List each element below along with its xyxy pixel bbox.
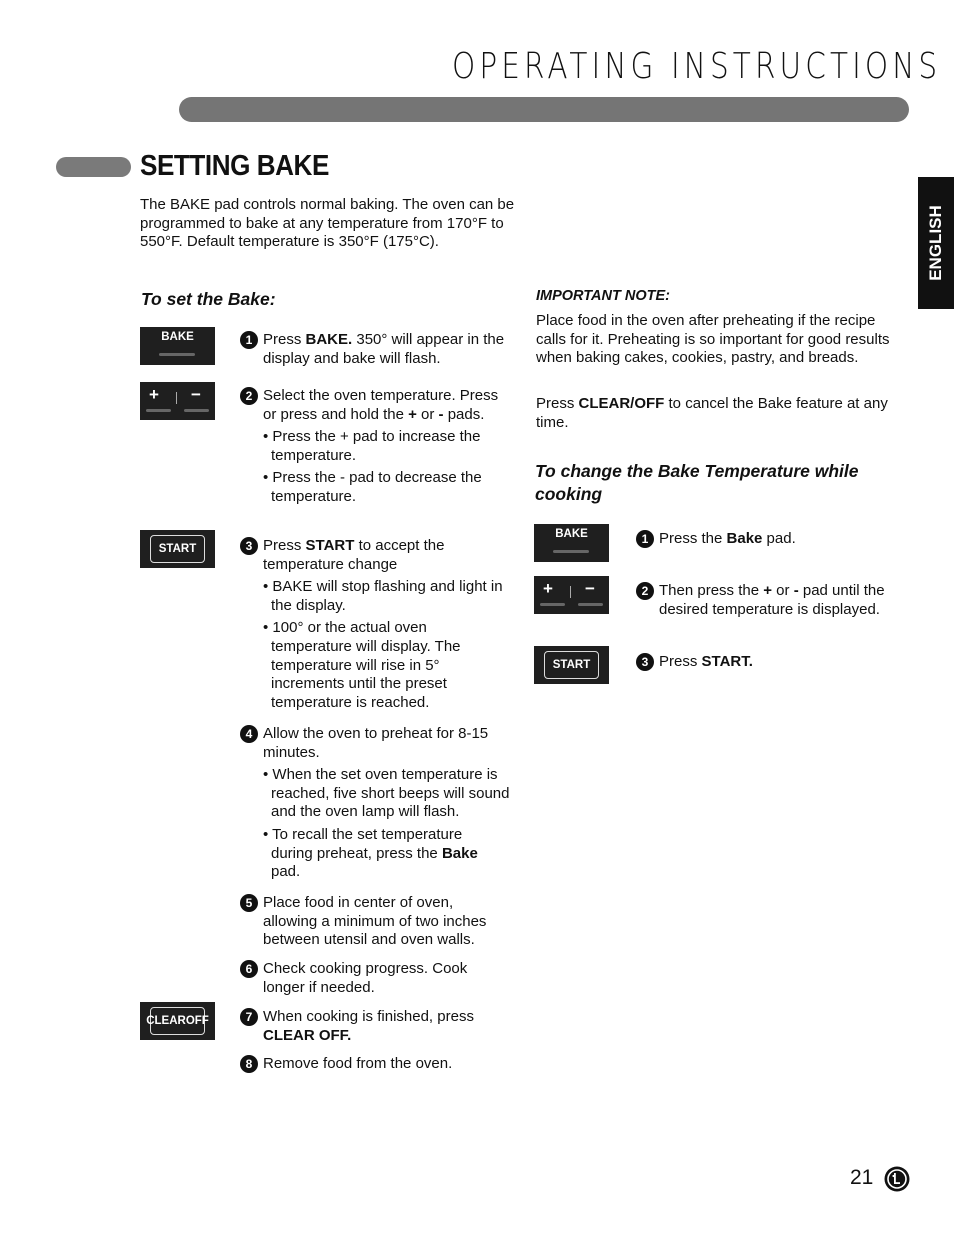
bake-key — [140, 327, 215, 365]
lg-logo-icon — [884, 1166, 910, 1197]
important-note-heading: IMPORTANT NOTE: — [536, 288, 670, 304]
set-step-6: 6 Check cooking progress. Cook longer if needed. — [240, 960, 510, 997]
change-temp-heading: To change the Bake Temperature while cooking — [535, 461, 859, 504]
set-step-1: 1 Press BAKE. 350° will appear in the display and bake will flash. — [240, 331, 510, 368]
clear-off-key — [140, 1002, 215, 1040]
set-bake-heading: To set the Bake: — [141, 289, 276, 309]
plus-icon: + — [149, 385, 159, 404]
plus-minus-key-2 — [534, 576, 609, 614]
set-step-7: 7 When cooking is finished, press CLEAR OFF. — [240, 1008, 510, 1045]
language-tab-label: ENGLISH — [926, 205, 945, 281]
page-number: 21 — [850, 1166, 874, 1189]
start-key-label: START — [150, 535, 205, 563]
language-tab — [918, 177, 954, 309]
set-step-3: 3 Press START to accept the temperature change • BAKE will stop flashing and light in the display. • 100° or the actual oven temperature will display. The temperature will rise in 5° increments until the preset temperature is reached. — [240, 537, 515, 712]
set-step-4: 4 Allow the oven to preheat for 8-15 minutes. • When the set oven temperature is reached, five short beeps will sound and the oven lamp will flash. • To recall the set temperature during preheat, press the Bake pad. — [240, 725, 515, 882]
set-step-2: 2 Select the oven temperature. Press or press and hold the + or - pads. • Press the + pad to increase the temperature. • Press the - pad to decrease the temperature. — [240, 387, 510, 507]
intro-text: The BAKE pad controls normal baking. The oven can be programmed to bake at any temperature from 170°F to 550°F. Default temperature is 350°F (175°C). — [140, 196, 515, 251]
header-title: OPERATING INSTRUCTIONS — [452, 46, 942, 87]
clear-off-key-label: CLEAR OFF — [150, 1007, 205, 1035]
bake-key-2-label: BAKE — [555, 528, 588, 540]
plus-minus-key — [140, 382, 215, 420]
header-bar — [179, 97, 909, 122]
start-key — [140, 530, 215, 568]
start-key-2 — [534, 646, 609, 684]
set-step-5: 5 Place food in center of oven, allowing a minimum of two inches between utensil and oven walls. — [240, 894, 510, 950]
plus-icon: + — [543, 579, 553, 598]
minus-icon: − — [191, 385, 201, 404]
change-step-2: 2 Then press the + or - pad until the desired temperature is displayed. — [636, 582, 908, 619]
section-title: SETTING BAKE — [140, 150, 329, 182]
start-key-2-label: START — [544, 651, 599, 679]
bake-key-label: BAKE — [161, 331, 194, 343]
section-marker — [56, 157, 131, 177]
bake-key-2 — [534, 524, 609, 562]
set-step-8: 8 Remove food from the oven. — [240, 1055, 510, 1074]
cancel-note: Press CLEAR/OFF to cancel the Bake feature at any time. — [536, 395, 888, 431]
change-step-1: 1 Press the Bake pad. — [636, 530, 906, 549]
important-note-text: Place food in the oven after preheating if the recipe calls for it. Preheating is so important for good results when baking cakes, cookies, pastry, and breads. — [536, 312, 890, 367]
minus-icon: − — [585, 579, 595, 598]
change-step-3: 3 Press START. — [636, 653, 906, 672]
